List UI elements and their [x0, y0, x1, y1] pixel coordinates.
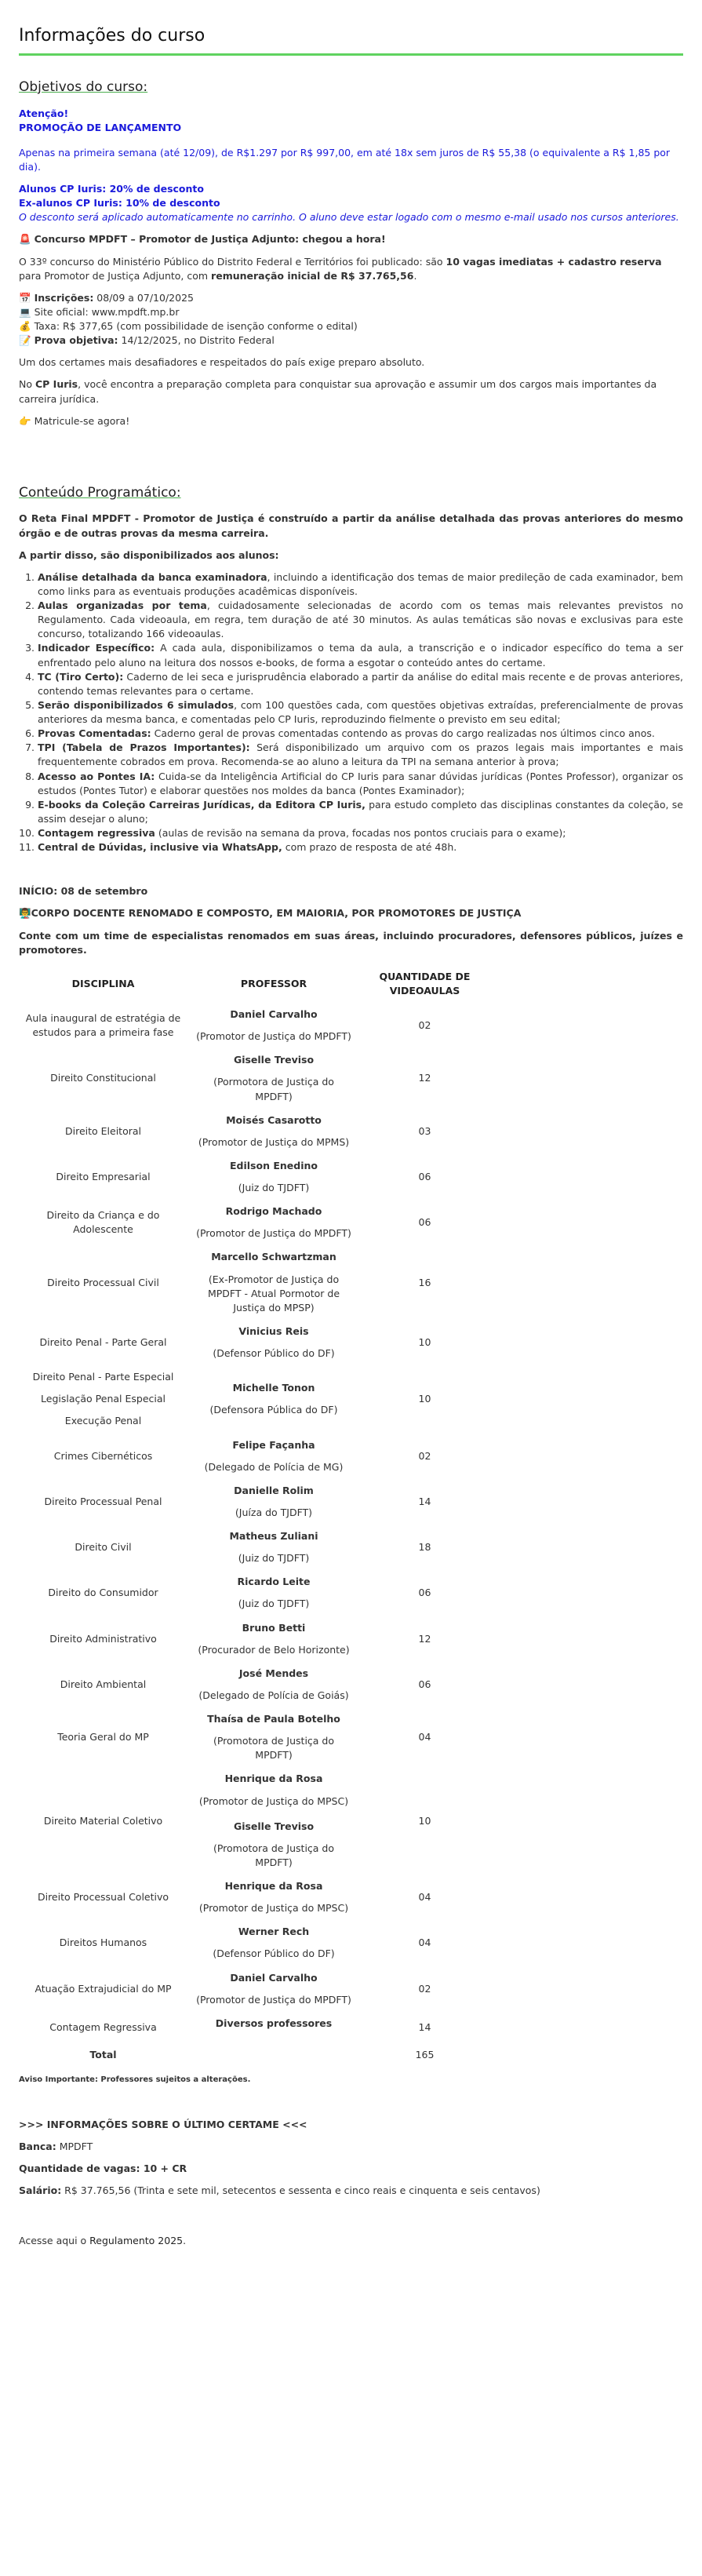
cell-quantidade: 02 — [418, 1019, 431, 1032]
table-row — [19, 1525, 489, 1570]
header-quantidade: QUANTIDADE DE VIDEOAULAS — [379, 970, 471, 997]
total-value: 165 — [415, 2048, 435, 2060]
professor-name: Giselle Treviso — [233, 1054, 315, 1066]
concurso-headline — [19, 232, 683, 246]
table-row — [19, 1767, 489, 1875]
cell-quantidade: 03 — [418, 1124, 431, 1137]
memo-icon: 📝 — [19, 334, 31, 347]
cell-professor — [187, 1200, 360, 1245]
table-row — [19, 1662, 489, 1707]
discount-ex-students: Ex-alunos CP Iuris: 10% de desconto — [19, 197, 220, 210]
discount-note: O desconto será aplicado automaticamente no carrinho. O aluno deve estar logado com o mesmo e-mail usado nos cursos anteriores. — [19, 211, 679, 224]
table-row — [19, 1003, 489, 1048]
cell-professor — [187, 1479, 360, 1525]
header-disciplina: DISCIPLINA — [71, 977, 135, 989]
courses-table — [19, 965, 489, 2067]
list-item: 6. Provas Comentadas: Caderno geral de provas comentadas contendo as provas do cargo realizadas nos últimos cinco anos. — [38, 727, 683, 741]
cell-professor — [187, 1109, 360, 1154]
info-prova: 📝 Prova objetiva: 14/12/2025, no Distrito Federal — [19, 334, 275, 347]
start-date: INÍCIO: 08 de setembro — [19, 885, 148, 898]
cell-quantidade: 14 — [418, 1495, 431, 1507]
list-item: 8. Acesso ao Pontes IA: Cuida-se da Inteligência Artificial do CP Iuris para sanar dúvidas jurídicas (Pontes Professor), organizar os estudos (Pontes Tutor) e elaborar questões nos moldes da banca (Pontes Examinador); — [38, 770, 683, 798]
cell-quantidade: 04 — [418, 1891, 431, 1904]
cell-quantidade: 14 — [418, 2020, 431, 2033]
cell-disciplina: Direito Civil — [75, 1541, 132, 1554]
pointing-hand-icon: 👉 — [19, 414, 31, 427]
cell-professor — [187, 1048, 360, 1108]
cp-iuris-paragraph: No CP Iuris, você encontra a preparação completa para conquistar sua aprovação e assumir um dos cargos mais importantes da carreira jurídica. — [19, 378, 657, 405]
professor-name: Moisés Casarotto — [226, 1113, 322, 1126]
concurso-title: Concurso MPDFT – Promotor de Justiça Adjunto: chegou a hora! — [34, 233, 386, 246]
teacher-icon: 👨‍🏫 — [19, 907, 31, 920]
faculty-text: Conte com um time de especialistas renomados em suas áreas, incluindo procuradores, defensores públicos, juízes e promotores. — [19, 929, 683, 956]
info-site: 💻 Site oficial: www.mpdft.mp.br — [19, 305, 180, 318]
professor-role: (Promotor de Justiça do MPDFT) — [196, 1030, 351, 1043]
table-header-row — [19, 965, 489, 1003]
table-row — [19, 1200, 489, 1245]
cell-disciplina: Direito Processual Penal — [44, 1495, 162, 1507]
salario-line: Salário: R$ 37.765,56 (Trinta e sete mil, setecentos e sessenta e cinco reais e cinquenta e seis centavos) — [19, 2184, 540, 2196]
cell-quantidade: 02 — [418, 1449, 431, 1462]
cell-quantidade: 12 — [418, 1072, 431, 1084]
laptop-icon: 💻 — [19, 305, 31, 318]
cell-disciplina: Aula inaugural de estratégia de estudos para a primeira fase — [25, 1012, 181, 1039]
professor-name: Matheus Zuliani — [229, 1530, 318, 1543]
list-item: 4. TC (Tiro Certo): Caderno de lei seca e jurisprudência elaborado a partir da análise do edital mais recente e de provas anteriores, contendo temas relevantes para o certame. — [38, 670, 683, 698]
cell-quantidade: 06 — [418, 1587, 431, 1599]
cell-quantidade: 10 — [418, 1814, 431, 1827]
list-item: 7. TPI (Tabela de Prazos Importantes): Será disponibilizado um arquivo com os prazos legais mais importantes e mais frequentemente cobrados em prova. Recomenda-se ao aluno a leitura da TPI na semana anterior à prova; — [38, 741, 683, 769]
certame-text: Um dos certames mais desafiadores e respeitados do país exige preparo absoluto. — [19, 356, 425, 369]
table-row — [19, 1320, 489, 1365]
cell-professor — [187, 1434, 360, 1479]
cell-professor — [187, 1570, 360, 1616]
professor-name: Danielle Rolim — [234, 1484, 314, 1496]
table-row — [19, 1109, 489, 1154]
cell-disciplina: Direito da Criança e do Adolescente — [46, 1209, 160, 1236]
cell-professor — [187, 1525, 360, 1570]
table-row — [19, 1920, 489, 1966]
professor-role: (Juiz do TJDFT) — [238, 1552, 310, 1565]
info-taxa: 💰 Taxa: R$ 377,65 (com possibilidade de isenção conforme o edital) — [19, 320, 358, 333]
professor-name: Felipe Façanha — [232, 1438, 315, 1451]
cell-disciplina: Atuação Extrajudicial do MP — [35, 1982, 172, 1995]
cell-quantidade: 06 — [418, 1170, 431, 1182]
cell-disciplina: Contagem Regressiva — [49, 2020, 157, 2033]
cell-professor — [187, 1662, 360, 1707]
professor-role: (Promotor de Justiça do MPMS) — [198, 1135, 350, 1148]
money-bag-icon: 💰 — [19, 320, 31, 333]
professor-name: José Mendes — [238, 1667, 309, 1679]
table-body — [19, 1003, 489, 2067]
cell-quantidade: 16 — [418, 1276, 431, 1288]
cell-disciplina: Direito Constitucional — [50, 1072, 156, 1084]
list-item: 9. E-books da Coleção Carreiras Jurídicas, da Editora CP Iuris, para estudo completo das disciplinas constantes da coleção, se assim desejar o aluno; — [38, 798, 683, 826]
discount-students: Alunos CP Iuris: 20% de desconto — [19, 183, 204, 195]
cell-professor — [187, 1365, 360, 1433]
professor-role: (Promotor de Justiça do MPDFT) — [196, 1227, 351, 1240]
cell-disciplina: Direito Penal - Parte Especial Legislação Penal Especial Execução Penal — [32, 1371, 174, 1427]
professor-role: (Promotor de Justiça do MPSC) — [198, 1902, 349, 1915]
cell-professor — [187, 1616, 360, 1662]
cell-professor — [187, 1767, 360, 1875]
program-intro: O Reta Final MPDFT - Promotor de Justiça é construído a partir da análise detalhada das provas anteriores do mesmo órgão e de outras provas da mesma carreira. — [19, 512, 683, 539]
professor-name: Edilson Enedino — [230, 1159, 318, 1171]
vagas-line: Quantidade de vagas: 10 + CR — [19, 2162, 187, 2174]
table-row — [19, 1434, 489, 1479]
cell-disciplina: Direito Empresarial — [56, 1170, 151, 1182]
table-row — [19, 2012, 489, 2043]
professor-role: (Juiz do TJDFT) — [238, 1182, 310, 1194]
last-exam-heading: >>> INFORMAÇÕES SOBRE O ÚLTIMO CERTAME <<< — [19, 2118, 307, 2130]
professor-role: (Promotora de Justiça do MPDFT) — [213, 1842, 335, 1868]
professor-role: (Promotor de Justiça do MPDFT) — [196, 1993, 351, 2006]
professor-name: Daniel Carvalho — [230, 1971, 318, 1984]
professor-name: Henrique da Rosa — [224, 1773, 323, 1785]
professor-role: (Procurador de Belo Horizonte) — [198, 1643, 350, 1656]
professor-name: Werner Rech — [238, 1926, 310, 1938]
professor-name: Thaísa de Paula Botelho — [207, 1713, 340, 1725]
cell-professor — [187, 1875, 360, 1920]
cell-professor — [187, 1707, 360, 1767]
cell-disciplina: Direitos Humanos — [59, 1937, 147, 1949]
program-available: A partir disso, são disponibilizados aos alunos: — [19, 548, 279, 561]
cell-professor — [187, 2012, 360, 2043]
enroll-link[interactable]: Matricule-se agora! — [34, 414, 130, 427]
professor-role: (Ex-Promotor de Justiça do MPDFT - Atual Pormotor de Justiça do MPSP) — [207, 1273, 340, 1314]
objectives-heading: Objetivos do curso: — [19, 78, 148, 95]
table-total-row — [19, 2043, 489, 2067]
professor-name: Michelle Tonon — [232, 1382, 315, 1394]
table-row — [19, 1154, 489, 1200]
professor-name: Marcello Schwartzman — [211, 1251, 336, 1263]
cell-disciplina: Direito Material Coletivo — [43, 1814, 163, 1827]
list-item: 5. Serão disponibilizados 6 simulados, com 100 questões cada, com questões objetivas extraídas, preferencialmente de provas anteriores da mesma banca, e comentadas pelo CP Iuris, reproduzindo fielmente o previsto em seu edital; — [38, 698, 683, 727]
professor-name: Ricardo Leite — [237, 1576, 311, 1588]
cell-disciplina: Crimes Cibernéticos — [53, 1449, 153, 1462]
professor-name: Rodrigo Machado — [225, 1205, 322, 1218]
cell-quantidade: 10 — [418, 1393, 431, 1405]
table-row — [19, 1616, 489, 1662]
cell-disciplina: Direito do Consumidor — [48, 1587, 158, 1599]
concurso-paragraph: O 33º concurso do Ministério Público do Distrito Federal e Territórios foi publicado: são 10 vagas imediatas + cadastro reserva para Promotor de Justiça Adjunto, com remuneração inicial de R$ 37.765,56. — [19, 255, 662, 282]
table-row — [19, 1707, 489, 1767]
program-heading: Conteúdo Programático: — [19, 484, 181, 501]
professor-role: (Defensora Pública do DF) — [209, 1404, 338, 1416]
table-row — [19, 1966, 489, 2012]
notice-text: Aviso Importante: Professores sujeitos a alterações. — [19, 2075, 251, 2085]
cell-professor — [187, 1320, 360, 1365]
calendar-icon: 📅 — [19, 291, 31, 304]
cell-quantidade: 04 — [418, 1937, 431, 1949]
program-content-section — [19, 483, 683, 2086]
cell-quantidade: 04 — [418, 1731, 431, 1743]
cell-quantidade: 06 — [418, 1216, 431, 1229]
professor-name: Diversos professores — [215, 2017, 333, 2029]
banca-line: Banca: MPDFT — [19, 2140, 93, 2152]
professor-role: (Delegado de Polícia de MG) — [204, 1460, 344, 1473]
cell-professor — [187, 1245, 360, 1320]
list-item: 2. Aulas organizadas por tema, cuidadosamente selecionadas de acordo com os temas mais relevantes previstos no Regulamento. Cada videoaula, em regra, tem duração de até 30 minutos. As aulas temáticas são novas e exclusivas para este concurso, totalizando 166 videoaulas. — [38, 599, 683, 641]
promo-title: PROMOÇÃO DE LANÇAMENTO — [19, 121, 182, 133]
professor-role: (Promotor de Justiça do MPSC) — [198, 1794, 349, 1807]
page-title: Informações do curso — [19, 24, 683, 56]
cell-disciplina: Direito Processual Coletivo — [37, 1891, 169, 1904]
siren-icon: 🚨 — [19, 233, 31, 246]
cell-quantidade: 02 — [418, 1982, 431, 1995]
professor-name: Henrique da Rosa — [224, 1880, 323, 1893]
regulamento-line: Acesse aqui o Regulamento 2025. — [19, 2235, 187, 2247]
professor-role: (Juiz do TJDFT) — [238, 1598, 310, 1610]
table-row — [19, 1365, 489, 1433]
last-exam-section — [19, 2118, 683, 2199]
program-items-list — [19, 570, 683, 855]
table-row — [19, 1875, 489, 1920]
list-item: 10. Contagem regressiva (aulas de revisão na semana da prova, focadas nos pontos cruciais para o exame); — [38, 826, 683, 840]
concurso-info-list — [19, 291, 683, 348]
professor-name: Vinicius Reis — [238, 1324, 309, 1337]
promo-text: Apenas na primeira semana (até 12/09), de R$1.297 por R$ 997,00, em até 18x sem juros de R$ 55,38 (o equivalente a R$ 1,85 por dia). — [19, 146, 671, 173]
table-row — [19, 1479, 489, 1525]
cell-disciplina: Direito Ambiental — [60, 1678, 147, 1690]
professor-name: Daniel Carvalho — [230, 1008, 318, 1021]
cell-disciplina: Direito Penal - Parte Geral — [39, 1335, 167, 1348]
professor-name: Giselle Treviso — [233, 1820, 315, 1832]
list-item: 1. Análise detalhada da banca examinadora, incluindo a identificação dos temas de maior predileção de cada examinador, bem como links para as eventuais produções acadêmicas disponíveis. — [38, 570, 683, 599]
professor-role: (Juíza do TJDFT) — [235, 1506, 313, 1518]
professor-role: (Defensor Público do DF) — [213, 1947, 335, 1960]
table-row — [19, 1245, 489, 1320]
list-item: 11. Central de Dúvidas, inclusive via WhatsApp, com prazo de resposta de até 48h. — [38, 840, 683, 854]
table-row — [19, 1048, 489, 1108]
objectives-section — [19, 78, 683, 428]
info-inscricoes: 📅 Inscrições: 08/09 a 07/10/2025 — [19, 291, 194, 304]
header-professor: PROFESSOR — [240, 977, 307, 989]
cell-quantidade: 18 — [418, 1541, 431, 1554]
professor-role: (Delegado de Polícia de Goiás) — [198, 1689, 349, 1701]
cell-quantidade: 06 — [418, 1678, 431, 1690]
faculty-title: CORPO DOCENTE RENOMADO E COMPOSTO, EM MAIORIA, POR PROMOTORES DE JUSTIÇA — [31, 907, 522, 920]
cell-disciplina: Direito Administrativo — [49, 1632, 157, 1645]
professor-role: (Promotora de Justiça do MPDFT) — [213, 1735, 335, 1762]
cell-disciplina: Direito Eleitoral — [64, 1124, 141, 1137]
cell-professor — [187, 1966, 360, 2012]
professor-role: (Pormotora de Justiça do MPDFT) — [213, 1076, 334, 1102]
cell-quantidade: 12 — [418, 1632, 431, 1645]
total-label: Total — [89, 2048, 117, 2060]
list-item: 3. Indicador Específico: A cada aula, disponibilizamos o tema da aula, a transcrição e o indicador específico do tema a ser enfrentado pelo aluno na leitura dos nossos e-books, de forma a esgotar o conteúdo antes do certame. — [38, 641, 683, 669]
table-row — [19, 1570, 489, 1616]
call-to-action — [19, 414, 683, 428]
cell-disciplina: Teoria Geral do MP — [57, 1731, 149, 1743]
regulamento-link[interactable]: Regulamento 2025 — [89, 2235, 184, 2247]
cell-disciplina: Direito Processual Civil — [47, 1276, 159, 1288]
attention-label: Atenção! — [19, 107, 69, 119]
cell-professor — [187, 1003, 360, 1048]
cell-professor — [187, 1154, 360, 1200]
cell-professor — [187, 1920, 360, 1966]
cell-quantidade: 10 — [418, 1335, 431, 1348]
professor-role: (Defensor Público do DF) — [213, 1347, 335, 1360]
professor-name: Bruno Betti — [242, 1621, 306, 1634]
